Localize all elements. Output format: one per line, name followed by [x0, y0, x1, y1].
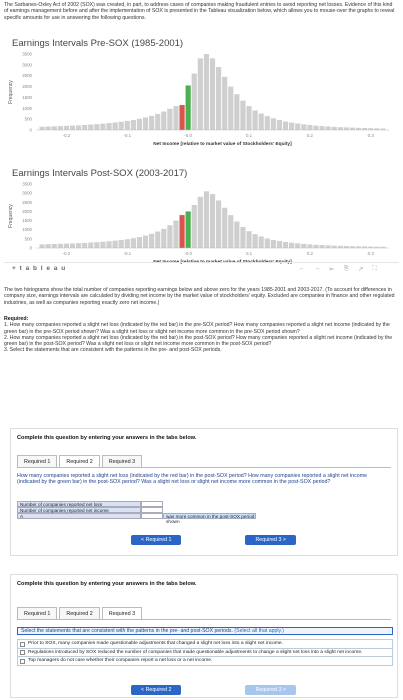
histogram-bar[interactable] [46, 244, 51, 248]
histogram-bar[interactable] [76, 125, 81, 130]
histogram-bar[interactable] [295, 123, 300, 130]
histogram-bar[interactable] [283, 242, 288, 248]
revert-icon[interactable]: ⇤ [329, 266, 335, 273]
histogram-bar[interactable] [301, 244, 306, 248]
histogram-bar[interactable] [52, 126, 57, 130]
histogram-bar[interactable] [198, 197, 203, 248]
row-label-a: A [17, 513, 141, 519]
tab-required-1[interactable]: Required 1 [17, 455, 57, 468]
y-tick-label: 1000 [22, 227, 32, 233]
y-tick-label: 2500 [22, 199, 32, 205]
histogram-bar[interactable] [356, 246, 361, 248]
histogram-bar[interactable] [368, 128, 373, 130]
histogram-bar[interactable] [137, 119, 142, 130]
tableau-logo: + t a b l e a u [12, 265, 67, 272]
tab-required-3[interactable]: Required 3 [102, 455, 142, 468]
histogram-bar[interactable] [173, 221, 178, 248]
x-tick-label: 0.3 [367, 133, 374, 138]
required-section [4, 316, 398, 354]
y-tick-label: 3500 [22, 181, 32, 187]
histogram-bar[interactable] [216, 200, 221, 248]
question-text: How many companies reported a slight net loss (indicated by the red bar) in the post-SOX period? How many companies reported a slight net income (indicated by the green bar) in the post-SOX period? Was a slight net loss or slight net income more common in the post-SOX period? [17, 473, 368, 486]
prev-required-1-button[interactable]: < Required 1 [131, 535, 181, 545]
x-tick-label: 0.3 [367, 251, 374, 256]
x-axis-label: Net Income [relative to market value of Stockholders' Equity] [153, 142, 292, 147]
histogram-bar[interactable] [100, 242, 105, 248]
histogram-bar[interactable] [295, 243, 300, 248]
redo-icon[interactable]: → [313, 265, 321, 272]
histogram-bar[interactable] [246, 231, 251, 248]
histogram-bar[interactable] [326, 245, 331, 248]
option-3-text: Top managers do not care whether their companies report a net loss or a net income. [28, 658, 213, 664]
histogram-bar[interactable] [88, 243, 93, 248]
histogram-bar[interactable] [100, 124, 105, 130]
required-label: Required: [4, 316, 29, 322]
post-sox-chart-title: Earnings Intervals Post-SOX (2003-2017) [12, 168, 188, 179]
histogram-bar[interactable] [344, 127, 349, 130]
tableau-tools [298, 265, 377, 273]
fullscreen-icon[interactable]: ⛶ [372, 265, 377, 272]
option-1-checkbox[interactable] [20, 642, 25, 647]
histogram-bar[interactable] [253, 234, 258, 248]
histogram-bar[interactable] [307, 244, 312, 248]
x-tick-label: -0.1 [123, 251, 132, 256]
histogram-bar[interactable] [186, 85, 191, 130]
x-tick-label: -0.0 [184, 133, 192, 138]
histogram-bar[interactable] [204, 54, 209, 130]
histogram-bar[interactable] [155, 114, 160, 130]
histogram-bar[interactable] [313, 245, 318, 248]
y-tick-label: 1500 [22, 218, 32, 224]
row-label-net-loss: Number of companies reported net loss [17, 501, 141, 507]
histogram-bar[interactable] [143, 117, 148, 130]
y-tick-label: 500 [24, 116, 32, 122]
x-tick-label: -0.2 [62, 251, 71, 256]
pre-sox-histogram[interactable] [4, 50, 399, 150]
y-tick-label: 1000 [22, 105, 32, 111]
option-3-checkbox[interactable] [20, 659, 25, 664]
histogram-bar[interactable] [113, 241, 118, 248]
option-3[interactable] [17, 657, 393, 666]
row-label-net-income: Number of companies reported net income [17, 507, 141, 513]
histogram-bar[interactable] [125, 121, 130, 130]
tab-required-1-b[interactable]: Required 1 [17, 607, 57, 620]
select-hint: (Select all that apply.) [234, 628, 284, 634]
choice-dropdown[interactable] [141, 513, 163, 519]
histogram-bar[interactable] [70, 243, 75, 248]
histogram-bar[interactable] [356, 128, 361, 130]
histogram-bar[interactable] [137, 237, 142, 248]
option-1-text: Prior to SOX, many companies made questionable adjustments that changed a slight net loss into a slight net income. [28, 641, 283, 646]
histogram-bar[interactable] [222, 208, 227, 248]
histogram-bar[interactable] [64, 244, 69, 248]
post-sox-chart[interactable] [4, 168, 399, 263]
histogram-bar[interactable] [186, 211, 191, 248]
x-tick-label: 0.2 [306, 251, 313, 256]
tab-divider [17, 467, 391, 468]
histogram-bar[interactable] [39, 244, 44, 248]
option-2-checkbox[interactable] [20, 650, 25, 655]
histogram-bar[interactable] [265, 116, 270, 130]
select-text: Select the statements that are consistent with the patterns in the pre- and post-SOX periods. [21, 628, 233, 634]
question-panel-required-3 [10, 574, 398, 698]
y-axis-label: Frequency [8, 80, 14, 104]
y-tick-label: 500 [24, 236, 32, 242]
histogram-bar[interactable] [70, 126, 75, 130]
pre-sox-chart[interactable] [4, 38, 399, 148]
histogram-bar[interactable] [179, 105, 184, 130]
histogram-bar[interactable] [301, 124, 306, 130]
question-panel-required-2 [10, 428, 398, 556]
histogram-bar[interactable] [52, 244, 57, 248]
histogram-bar[interactable] [338, 127, 343, 130]
post-sox-histogram[interactable] [4, 180, 399, 272]
x-tick-label: -0.2 [62, 133, 71, 138]
dropdown-suffix: was more common in the post-SOX period shown [163, 513, 256, 519]
tab-required-2-b[interactable]: Required 2 [59, 607, 99, 620]
y-tick-label: 0 [29, 245, 32, 251]
histogram-bar[interactable] [271, 118, 276, 130]
histogram-bar[interactable] [161, 112, 166, 130]
histogram-bar[interactable] [167, 225, 172, 248]
x-tick-label: 0.2 [306, 133, 313, 138]
undo-icon[interactable]: ← [298, 265, 305, 272]
histogram-bar[interactable] [76, 243, 81, 248]
histogram-bar[interactable] [362, 128, 367, 130]
histogram-bar[interactable] [198, 58, 203, 130]
description-text: The two histograms show the total number of companies reporting earnings below and above zero for the years 1985-2001 and 2003-2017. (To account for differences in company size, earnings intervals are calculated by dividing net income by the market value of stockholders' equity. Excluded are companies in finance and other regulated industries, as well as companies reporting exactly zero net income.) [4, 287, 395, 306]
tab-required-3-b[interactable]: Required 3 [102, 607, 142, 620]
histogram-bar[interactable] [222, 77, 227, 130]
histogram-bar[interactable] [82, 125, 87, 130]
histogram-bar[interactable] [119, 240, 124, 248]
histogram-bar[interactable] [106, 241, 111, 248]
histogram-bar[interactable] [234, 94, 239, 130]
histogram-bar[interactable] [192, 74, 197, 130]
histogram-bar[interactable] [338, 246, 343, 248]
histogram-bar[interactable] [210, 194, 215, 248]
histogram-bar[interactable] [210, 58, 215, 130]
histogram-bar[interactable] [228, 215, 233, 248]
y-tick-label: 3000 [22, 190, 32, 196]
histogram-bar[interactable] [161, 229, 166, 248]
histogram-bar[interactable] [332, 127, 337, 130]
histogram-bar[interactable] [39, 127, 44, 130]
x-tick-label: 0.1 [245, 133, 253, 138]
share-icon[interactable]: ↗ [357, 266, 364, 273]
histogram-bar[interactable] [259, 236, 264, 248]
tab-required-2[interactable]: Required 2 [59, 455, 99, 468]
histogram-bar[interactable] [167, 109, 172, 130]
histogram-bar[interactable] [204, 191, 209, 248]
histogram-bar[interactable] [259, 113, 264, 130]
histogram-bar[interactable] [192, 205, 197, 248]
y-axis-label: Frequency [8, 204, 14, 228]
histogram-bar[interactable] [319, 245, 324, 248]
histogram-bar[interactable] [46, 127, 51, 130]
histogram-bar[interactable] [350, 128, 355, 130]
histogram-bar[interactable] [106, 123, 111, 130]
histogram-bar[interactable] [332, 246, 337, 248]
histogram-bar[interactable] [253, 110, 258, 130]
histogram-bar[interactable] [234, 221, 239, 248]
required-item-3: 3. Select the statements that are consistent with the patterns in the pre- and post-SOX periods. [4, 347, 222, 354]
histogram-bar[interactable] [58, 244, 63, 248]
y-tick-label: 3500 [22, 51, 32, 57]
histogram-bar[interactable] [216, 67, 221, 130]
histogram-bar[interactable] [149, 234, 154, 248]
histogram-bar[interactable] [94, 124, 99, 130]
nav-buttons-2 [131, 685, 296, 695]
y-tick-label: 2500 [22, 73, 32, 79]
histogram-bar[interactable] [350, 246, 355, 248]
next-required-3-button[interactable]: Required 3 > [245, 535, 295, 545]
histogram-bar[interactable] [277, 241, 282, 248]
histogram-bar[interactable] [125, 239, 130, 248]
histogram-bar[interactable] [326, 127, 331, 130]
x-axis-label: Net Income [relative to market value of Stockholders' Equity] [153, 260, 292, 265]
histogram-bar[interactable] [289, 243, 294, 248]
panel-heading: Complete this question by entering your answers in the tabs below. [17, 435, 197, 441]
histogram-bar[interactable] [265, 238, 270, 248]
histogram-bar[interactable] [283, 122, 288, 130]
y-tick-label: 3000 [22, 62, 32, 68]
option-2[interactable] [17, 649, 393, 658]
x-tick-label: -0.1 [123, 133, 132, 138]
histogram-bar[interactable] [88, 125, 93, 130]
intro-text: The Sarbanes-Oxley Act of 2002 (SOX) was created, in part, to address cases of companies making fraudulent entries to avoid reporting net losses. Evidence of this kind of earnings management before and after the implementation of SOX is presented in the Tableau visualization below, which allows you to mouse-over the graphs to reveal specific amounts for use in answering the following questions. [4, 2, 395, 21]
histogram-bar[interactable] [277, 120, 282, 130]
nav-buttons [131, 535, 296, 545]
answer-grid [17, 501, 256, 524]
histogram-bar[interactable] [155, 232, 160, 248]
y-tick-label: 2000 [22, 84, 32, 90]
options-list [17, 639, 393, 666]
tableau-toolbar [4, 262, 399, 272]
pre-sox-chart-title: Earnings Intervals Pre-SOX (1985-2001) [12, 38, 184, 49]
required-item-2: 2. How many companies reported a slight net loss (indicated by the red bar) in the post-SOX period? How many companies reported a slight net income (indicated by the green bar) in the post-SOX period? Was a slight net loss or slight net income more common in the post-SOX period? [4, 334, 393, 348]
histogram-bar[interactable] [131, 238, 136, 248]
histogram-bar[interactable] [228, 87, 233, 130]
histogram-bar[interactable] [289, 123, 294, 130]
histogram-bar[interactable] [82, 243, 87, 248]
histogram-bar[interactable] [246, 106, 251, 130]
histogram-bar[interactable] [179, 215, 184, 248]
histogram-bar[interactable] [64, 126, 69, 130]
y-tick-label: 2000 [22, 208, 32, 214]
y-tick-label: 0 [29, 127, 32, 133]
x-tick-label: -0.0 [184, 251, 192, 256]
prev-required-2-button[interactable]: < Required 2 [131, 685, 181, 695]
histogram-bar[interactable] [374, 128, 379, 130]
histogram-bar[interactable] [319, 126, 324, 130]
histogram-bar[interactable] [173, 106, 178, 130]
histogram-bar[interactable] [240, 101, 245, 130]
panel-heading-2: Complete this question by entering your answers in the tabs below. [17, 581, 197, 587]
histogram-bar[interactable] [240, 227, 245, 248]
tab-divider-2 [17, 619, 391, 620]
histogram-bar[interactable] [344, 246, 349, 248]
histogram-bar[interactable] [149, 116, 154, 130]
histogram-bar[interactable] [113, 122, 118, 130]
histogram-bar[interactable] [143, 236, 148, 248]
histogram-bar[interactable] [131, 120, 136, 130]
next-required-3-button-disabled[interactable]: Required 3 > [245, 685, 295, 695]
histogram-bar[interactable] [313, 126, 318, 130]
option-1[interactable] [17, 639, 393, 649]
histogram-bar[interactable] [307, 125, 312, 130]
histogram-bar[interactable] [271, 240, 276, 248]
y-tick-label: 1500 [22, 94, 32, 100]
histogram-bar[interactable] [119, 122, 124, 130]
select-instruction [17, 627, 393, 635]
required-item-1: 1. How many companies reported a slight net loss (indicated by the red bar) in the pre-SOX period? How many companies reported a slight net income (indicated by the green bar) in the pre-SOX period shown? Was a slight net loss or slight net income more common in the pre-SOX period shown? [4, 322, 390, 335]
histogram-bar[interactable] [94, 242, 99, 248]
option-2-text: Regulations introduced by SOX reduced the number of companies that made questionable adjustments to change a slight net loss into a slight net income. [28, 649, 363, 655]
copy-icon[interactable]: ⎘ [343, 265, 349, 272]
histogram-bar[interactable] [58, 126, 63, 130]
x-tick-label: 0.1 [245, 251, 253, 256]
